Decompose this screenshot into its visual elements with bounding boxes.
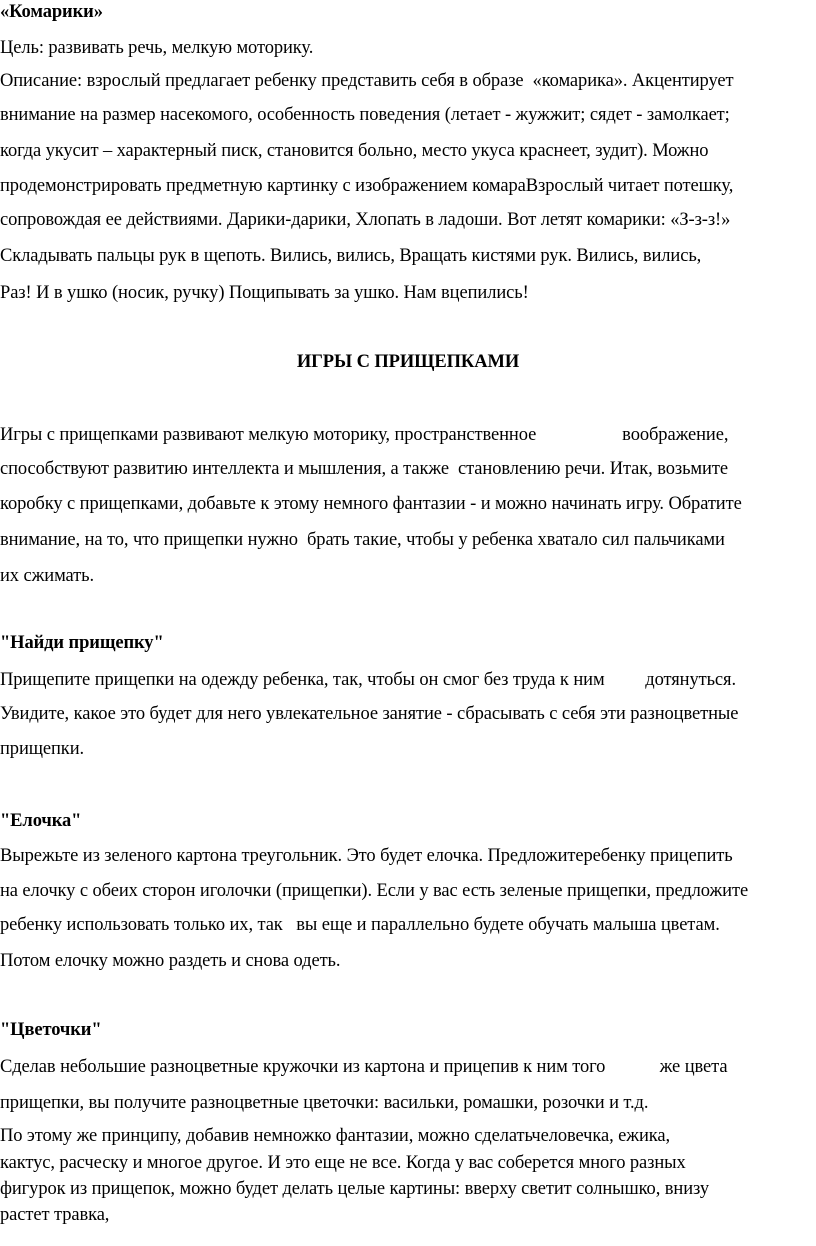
- elochka-line: ребенку использовать только их, так вы еще и параллельно будете обучать малыша цветам.: [0, 915, 720, 935]
- komariki-line: Складывать пальцы рук в щепоть. Вились, вились, Вращать кистями рук. Вились, вились,: [0, 246, 702, 266]
- intro-line: Игры с прищепками развивают мелкую моторику, пространственное воображение,: [0, 425, 729, 445]
- elochka-line: на елочку с обеих сторон иголочки (прищепки). Если у вас есть зеленые прищепки, предложите: [0, 881, 749, 901]
- elochka-line: Вырежьте из зеленого картона треугольник. Это будет елочка. Предложитеребенку прицепить: [0, 846, 733, 866]
- naidi-line: Увидите, какое это будет для него увлекательное занятие - сбрасывать с себя эти разноцветные: [0, 704, 739, 724]
- intro-line: внимание, на то, что прищепки нужно брать такие, чтобы у ребенка хватало сил пальчиками: [0, 530, 725, 550]
- naidi-line: прищепки.: [0, 739, 85, 759]
- cvetochki-line: растет травка,: [0, 1205, 110, 1225]
- cvetochki-line: фигурок из прищепок, можно будет делать целые картины: вверху светит солнышко, внизу: [0, 1179, 709, 1199]
- intro-line: их сжимать.: [0, 566, 95, 586]
- naidi-line: Прищепите прищепки на одежду ребенка, так, чтобы он смог без труда к ним дотянуться.: [0, 670, 736, 690]
- intro-line: коробку с прищепками, добавьте к этому немного фантазии - и можно начинать игру. Обратите: [0, 494, 742, 514]
- cvetochki-line: кактус, расческу и многое другое. И это еще не все. Когда у вас соберется много разных: [0, 1153, 686, 1173]
- cvetochki-line: По этому же принципу, добавив немножко фантазии, можно сделатьчеловечка, ежика,: [0, 1126, 670, 1146]
- komariki-line: сопровождая ее действиями. Дарики-дарики, Хлопать в ладоши. Вот летят комарики: «З-з-з!»: [0, 210, 731, 230]
- komariki-line: продемонстрировать предметную картинку с изображением комараВзрослый читает потешку,: [0, 176, 734, 196]
- section-heading: ИГРЫ С ПРИЩЕПКАМИ: [296, 352, 520, 372]
- naidi-title: "Найди прищепку": [0, 633, 164, 653]
- komariki-line: Раз! И в ушко (носик, ручку) Пощипывать за ушко. Нам вцепились!: [0, 283, 529, 303]
- komariki-line: Описание: взрослый предлагает ребенку представить себя в образе «комарика». Акцентирует: [0, 71, 734, 91]
- intro-line: способствуют развитию интеллекта и мышления, а также становлению речи. Итак, возьмите: [0, 459, 728, 479]
- komariki-line: внимание на размер насекомого, особенность поведения (летает - жужжит; сядет - замолкает;: [0, 105, 730, 125]
- elochka-line: Потом елочку можно раздеть и снова одеть.: [0, 951, 341, 971]
- elochka-title: "Елочка": [0, 811, 82, 831]
- cvetochki-line: Сделав небольшие разноцветные кружочки из картона и прицепив к ним того же цвета: [0, 1057, 728, 1077]
- cvetochki-line: прищепки, вы получите разноцветные цветочки: васильки, ромашки, розочки и т.д.: [0, 1093, 649, 1113]
- komariki-line: Цель: развивать речь, мелкую моторику.: [0, 38, 314, 58]
- komariki-title: «Комарики»: [0, 2, 103, 22]
- cvetochki-title: "Цветочки": [0, 1020, 102, 1040]
- komariki-line: когда укусит – характерный писк, становится больно, место укуса краснеет, зудит). Можно: [0, 141, 709, 161]
